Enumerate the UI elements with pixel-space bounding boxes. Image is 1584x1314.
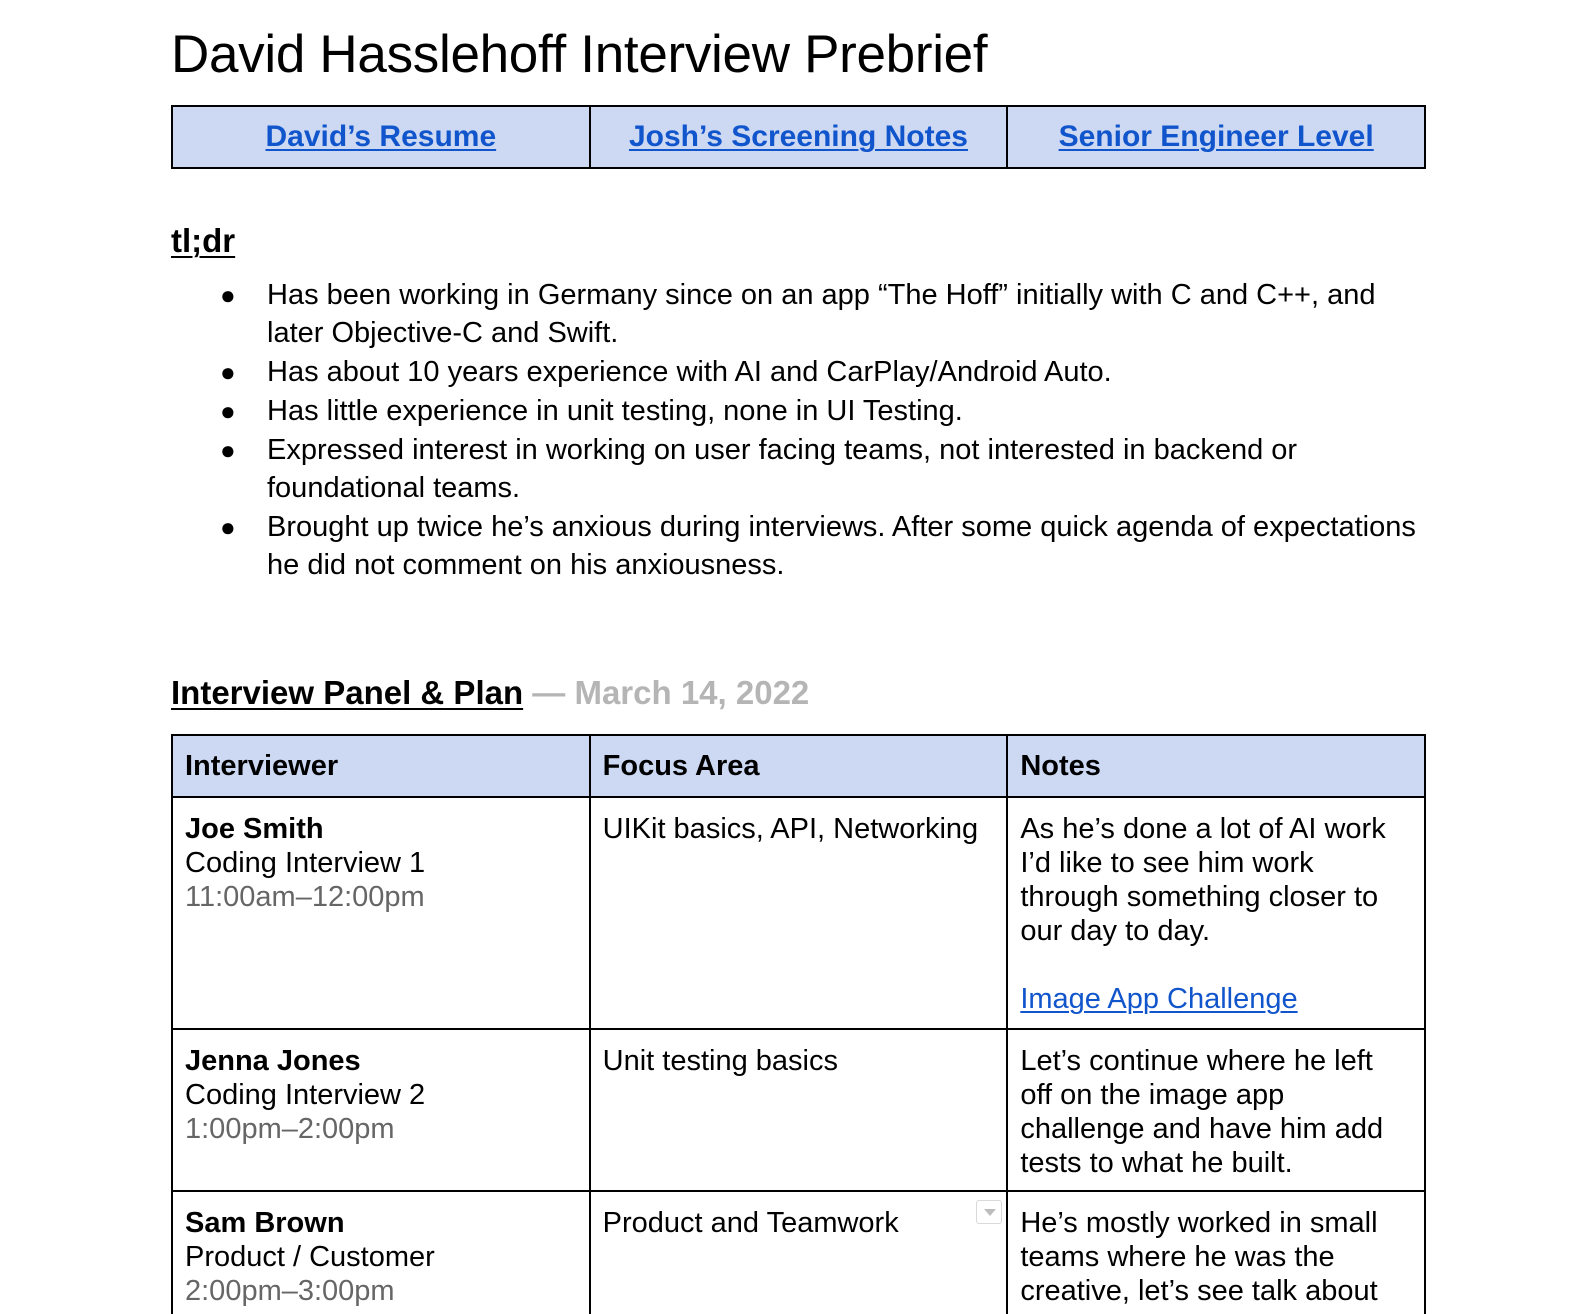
interview-plan-table	[171, 734, 1426, 1314]
table-row	[172, 797, 1425, 1029]
notes-cell	[1007, 1029, 1425, 1191]
focus-area-text: Product and Teamwork	[602, 1207, 899, 1239]
interview-type: Product / Customer	[185, 1241, 435, 1273]
table-row	[172, 1191, 1425, 1314]
interview-time: 2:00pm–3:00pm	[185, 1275, 395, 1307]
quick-link-cell	[590, 106, 1008, 168]
focus-area-cell	[590, 1191, 1008, 1314]
interview-type: Coding Interview 2	[185, 1079, 426, 1111]
plan-heading	[171, 673, 809, 713]
interviewer-cell	[172, 797, 590, 1029]
column-header-focus-area: Focus Area	[590, 735, 1008, 797]
bullet-icon: ●	[220, 512, 236, 542]
focus-area-cell: UIKit basics, API, Networking	[590, 797, 1008, 1029]
interviewer-cell	[172, 1191, 590, 1314]
tldr-item	[171, 392, 1426, 430]
table-header-row	[172, 735, 1425, 797]
quick-links-table	[171, 105, 1426, 169]
column-header-interviewer: Interviewer	[172, 735, 590, 797]
plan-date: — March 14, 2022	[523, 674, 810, 711]
image-app-challenge-link[interactable]: Image App Challenge	[1020, 983, 1298, 1015]
tldr-heading-text: tl;dr	[171, 222, 236, 259]
quick-link-cell	[172, 106, 590, 168]
bullet-icon: ●	[220, 280, 236, 310]
chevron-down-icon[interactable]	[976, 1200, 1002, 1224]
resume-link[interactable]: David’s Resume	[265, 120, 497, 153]
engineer-level-link[interactable]: Senior Engineer Level	[1058, 120, 1374, 153]
focus-area-content	[603, 1206, 995, 1240]
interview-time: 1:00pm–2:00pm	[185, 1113, 395, 1145]
tldr-item-text: Expressed interest in working on user facing teams, not interested in backend or foundational teams.	[267, 434, 1298, 504]
tldr-item-text: Brought up twice he’s anxious during interviews. After some quick agenda of expectations he did not comment on his anxiousness.	[267, 511, 1416, 581]
tldr-item	[171, 276, 1426, 352]
document-title: David Hasslehoff Interview Prebrief	[171, 25, 988, 84]
quick-links-row	[172, 106, 1425, 168]
tldr-item-text: Has about 10 years experience with AI and CarPlay/Android Auto.	[267, 356, 1112, 388]
column-header-notes: Notes	[1007, 735, 1425, 797]
plan-heading-text: Interview Panel & Plan	[171, 674, 524, 711]
bullet-icon: ●	[220, 435, 236, 465]
bullet-icon: ●	[220, 357, 236, 387]
interviewer-name: Sam Brown	[185, 1207, 345, 1239]
screening-notes-link[interactable]: Josh’s Screening Notes	[628, 120, 968, 153]
tldr-heading	[171, 221, 235, 261]
interviewer-name: Jenna Jones	[185, 1045, 361, 1077]
table-row	[172, 1029, 1425, 1191]
focus-area-cell: Unit testing basics	[590, 1029, 1008, 1191]
tldr-item-text: Has little experience in unit testing, none in UI Testing.	[267, 395, 963, 427]
notes-text: Let’s continue where he left off on the image app challenge and have him add tests to what he built.	[1020, 1045, 1384, 1179]
interview-time: 11:00am–12:00pm	[185, 881, 425, 913]
tldr-list	[171, 276, 1426, 585]
notes-text: As he’s done a lot of AI work I’d like to see him work through something closer to our day to day.	[1020, 813, 1386, 947]
notes-text: He’s mostly worked in small teams where he was the creative, let’s see talk about	[1020, 1207, 1378, 1307]
interviewer-name: Joe Smith	[185, 813, 324, 845]
tldr-item	[171, 431, 1426, 507]
interviewer-cell	[172, 1029, 590, 1191]
tldr-item	[171, 508, 1426, 584]
tldr-item	[171, 353, 1426, 391]
bullet-icon: ●	[220, 396, 236, 426]
notes-cell	[1007, 797, 1425, 1029]
notes-cell	[1007, 1191, 1425, 1314]
quick-link-cell	[1007, 106, 1425, 168]
interview-type: Coding Interview 1	[185, 847, 426, 879]
tldr-item-text: Has been working in Germany since on an app “The Hoff” initially with C and C++, and later Objective-C and Swift.	[267, 279, 1376, 349]
